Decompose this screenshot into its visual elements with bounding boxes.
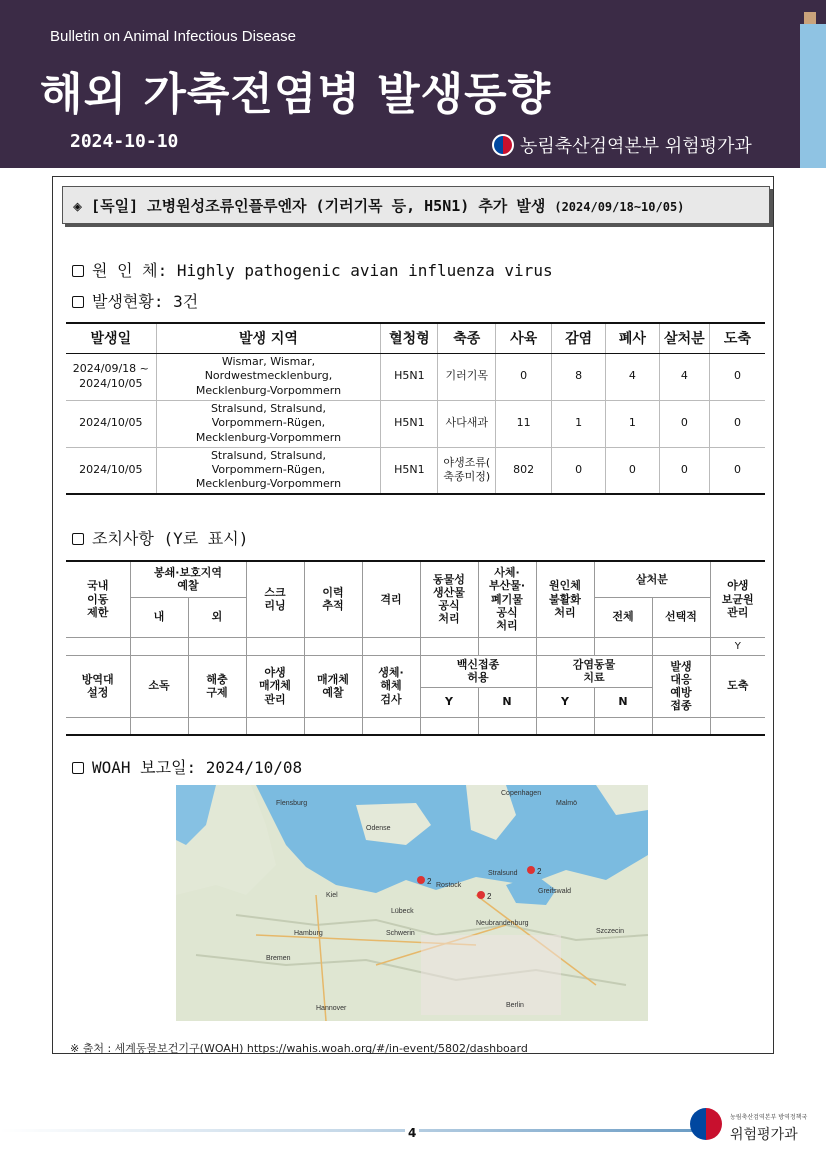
mark-cell [536, 637, 594, 655]
topic-heading [62, 186, 770, 224]
outbreak-marker[interactable] [417, 876, 425, 884]
bulletin-title: 해외 가축전염병 발생동향 [40, 69, 552, 120]
topic-title: ◈ [독일] 고병원성조류인플루엔자 (기러기목 등, H5N1) 추가 발생 [73, 197, 546, 215]
checkbox-square-icon [72, 265, 84, 277]
map-label: Stralsund [488, 870, 518, 877]
col-wildlife-reservoir: 야생 보균원 관리 [710, 561, 765, 637]
cell-species: 기러기목 [438, 353, 496, 400]
footer-org: 위험평가과 [730, 1127, 798, 1143]
map-label: Greifswald [538, 888, 572, 895]
checkbox-square-icon [72, 762, 84, 774]
col-header: 폐사 [606, 323, 660, 353]
col-slaughter: 도축 [710, 655, 765, 717]
mark-cell [246, 717, 304, 735]
woah-text: WOAH 보고일: 2024/10/08 [92, 758, 303, 777]
table-header-row [66, 323, 765, 353]
map-label: Kiel [326, 892, 338, 899]
cell-reared: 0 [495, 353, 551, 400]
col-pest-control: 해충 구제 [188, 655, 246, 717]
mark-cell [594, 717, 652, 735]
mark-cell [66, 637, 130, 655]
col-traceability: 이력 추적 [304, 561, 362, 637]
cell-region: Wismar, Wismar, Nordwestmecklenburg, Mecklenburg-Vorpommern [156, 353, 381, 400]
org-name: 농림축산검역본부 위험평가과 [520, 136, 752, 157]
mark-cell [246, 637, 304, 655]
col-cull-total: 전체 [594, 597, 652, 637]
side-accent-square [804, 12, 816, 24]
cell-slaughtered: 0 [709, 400, 765, 447]
map-label: Hannover [316, 1005, 347, 1012]
col-y: Y [420, 687, 478, 717]
cell-date: 2024/09/18 ~ 2024/10/05 [66, 353, 156, 400]
mark-cell [536, 717, 594, 735]
mark-cell [594, 637, 652, 655]
agent-text: 원 인 체: Highly pathogenic avian influenza virus [92, 261, 553, 280]
marker-count: 2 [537, 867, 542, 876]
col-preventive-vaccination: 발생 대응 예방 접종 [652, 655, 710, 717]
col-header: 도축 [709, 323, 765, 353]
cell-serotype: H5N1 [381, 353, 438, 400]
mark-cell [362, 717, 420, 735]
col-wildlife-vector: 야생 매개체 관리 [246, 655, 304, 717]
cell-culled: 4 [659, 353, 709, 400]
measures-text: 조치사항 (Y로 표시) [92, 529, 249, 548]
cell-reared: 802 [495, 447, 551, 494]
map-label: Lübeck [391, 908, 414, 915]
cell-culled: 0 [659, 447, 709, 494]
col-header: 감염 [552, 323, 606, 353]
checkbox-square-icon [72, 533, 84, 545]
page-number: 4 [405, 1126, 419, 1140]
outbreak-table [66, 322, 765, 495]
outbreak-marker[interactable] [527, 866, 535, 874]
outbreak-map[interactable] [176, 785, 648, 1021]
col-n: N [594, 687, 652, 717]
col-cull-selective: 선택적 [652, 597, 710, 637]
col-treatment: 감염동물 치료 [536, 655, 652, 687]
topic-period: (2024/09/18~10/05) [554, 200, 685, 214]
government-logo-icon [690, 1108, 722, 1140]
col-products-disposal: 동물성 생산물 공식 처리 [420, 561, 478, 637]
map-label: Neubrandenburg [476, 920, 529, 927]
mark-cell: Y [710, 637, 765, 655]
col-header: 축종 [438, 323, 496, 353]
map-graphic [176, 785, 648, 1021]
mark-cell [304, 637, 362, 655]
mark-cell [188, 717, 246, 735]
government-logo-icon [492, 134, 514, 156]
table-row [66, 353, 765, 400]
table-row [66, 447, 765, 494]
map-label: Flensburg [276, 800, 308, 807]
map-label: Malmö [556, 800, 578, 807]
map-label: Bremen [266, 955, 291, 962]
col-zoning: 방역대 설정 [66, 655, 130, 717]
bulletin-date: 2024-10-10 [70, 131, 179, 152]
col-culling: 살처분 [594, 561, 710, 597]
mark-cell [130, 717, 188, 735]
mark-cell [652, 717, 710, 735]
side-accent-strip [800, 0, 826, 168]
cell-slaughtered: 0 [709, 447, 765, 494]
cell-serotype: H5N1 [381, 447, 438, 494]
col-header: 혈청형 [381, 323, 438, 353]
source-note: ※ 출처 : 세계동물보건기구(WOAH) https://wahis.woah.org/#/in-event/5802/dashboard [70, 1042, 528, 1055]
mark-cell [478, 717, 536, 735]
cell-region: Stralsund, Stralsund, Vorpommern-Rügen, Mecklenburg-Vorpommern [156, 447, 381, 494]
col-pathogen-inactivation: 원인체 불활화 처리 [536, 561, 594, 637]
col-y: Y [536, 687, 594, 717]
status-text: 발생현황: 3건 [92, 292, 199, 311]
header-org [492, 132, 752, 158]
measures-value-row [66, 637, 765, 655]
cell-dead: 4 [606, 353, 660, 400]
col-vector-surveillance: 매개체 예찰 [304, 655, 362, 717]
col-zone-surveillance: 봉쇄·보호지역 예찰 [130, 561, 246, 597]
cell-serotype: H5N1 [381, 400, 438, 447]
cell-date: 2024/10/05 [66, 400, 156, 447]
mark-cell [130, 637, 188, 655]
measures-value-row [66, 717, 765, 735]
outbreak-marker[interactable] [477, 891, 485, 899]
cell-slaughtered: 0 [709, 353, 765, 400]
cell-reared: 11 [495, 400, 551, 447]
cell-infected: 8 [552, 353, 606, 400]
cell-region: Stralsund, Stralsund, Vorpommern-Rügen, Mecklenburg-Vorpommern [156, 400, 381, 447]
col-header: 발생일 [66, 323, 156, 353]
map-label: Berlin [506, 1002, 524, 1009]
col-quarantine: 격리 [362, 561, 420, 637]
marker-count: 2 [487, 892, 492, 901]
map-label: Szczecin [596, 928, 625, 935]
woah-line [72, 755, 302, 778]
col-header: 사육 [495, 323, 551, 353]
map-label: Hamburg [294, 930, 323, 937]
cell-species: 사다새과 [438, 400, 496, 447]
status-line [72, 289, 198, 312]
header-banner [0, 0, 800, 168]
cell-infected: 0 [552, 447, 606, 494]
col-header: 발생 지역 [156, 323, 381, 353]
bulletin-subtitle: Bulletin on Animal Infectious Disease [50, 28, 296, 45]
col-screening: 스크 리닝 [246, 561, 304, 637]
col-carcass-disposal: 사체· 부산물· 폐기물 공식 처리 [478, 561, 536, 637]
mark-cell [478, 637, 536, 655]
measures-table [66, 560, 765, 736]
col-disinfection: 소독 [130, 655, 188, 717]
table-row [66, 400, 765, 447]
cell-infected: 1 [552, 400, 606, 447]
cell-dead: 1 [606, 400, 660, 447]
measures-line [72, 526, 248, 549]
agent-line [72, 258, 553, 281]
col-examination: 생체· 해체 검사 [362, 655, 420, 717]
mark-cell [66, 717, 130, 735]
footer-divider [0, 1129, 700, 1132]
cell-date: 2024/10/05 [66, 447, 156, 494]
mark-cell [420, 717, 478, 735]
mark-cell [304, 717, 362, 735]
cell-species: 야생조류( 축종미정) [438, 447, 496, 494]
mark-cell [420, 637, 478, 655]
footer-org-small: 농림축산검역본부 방역정책국 [730, 1114, 808, 1121]
col-n: N [478, 687, 536, 717]
marker-count: 2 [427, 877, 432, 886]
map-label: Odense [366, 825, 391, 832]
col-vaccination: 백신접종 허용 [420, 655, 536, 687]
mark-cell [188, 637, 246, 655]
col-domestic-restriction: 국내 이동 제한 [66, 561, 130, 637]
col-zone-in: 내 [130, 597, 188, 637]
cell-dead: 0 [606, 447, 660, 494]
mark-cell [652, 637, 710, 655]
col-header: 살처분 [659, 323, 709, 353]
mark-cell [362, 637, 420, 655]
cell-culled: 0 [659, 400, 709, 447]
map-label: Copenhagen [501, 790, 542, 797]
checkbox-square-icon [72, 296, 84, 308]
map-label: Rostock [436, 882, 462, 889]
mark-cell [710, 717, 765, 735]
map-label: Schwerin [386, 930, 415, 937]
col-zone-out: 외 [188, 597, 246, 637]
